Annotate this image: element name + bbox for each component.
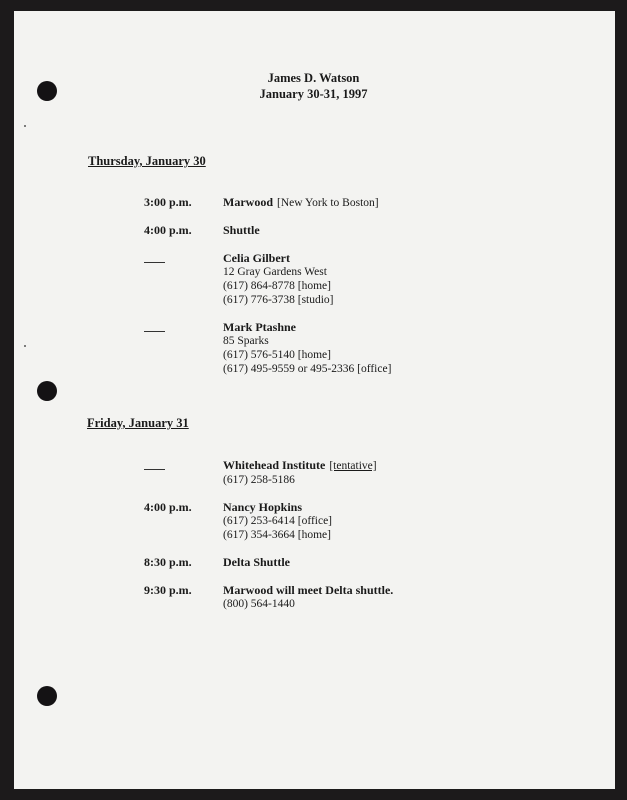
entry-details — [223, 500, 332, 542]
entry-name: Marwood — [223, 195, 273, 209]
entry-time: 3:00 p.m. — [144, 195, 192, 209]
entry-details — [223, 195, 379, 210]
entry-details — [223, 583, 393, 611]
entry-phone: (617) 354-3664 [home] — [223, 529, 331, 541]
header-dates: January 30-31, 1997 — [259, 87, 368, 101]
entry-name: Celia Gilbert — [223, 251, 290, 265]
entry-phone: (617) 258-5186 — [223, 474, 295, 486]
entry-name: Marwood will meet Delta shuttle. — [223, 583, 394, 597]
entry-details — [223, 223, 260, 238]
day-heading-friday: Friday, January 31 — [87, 416, 189, 430]
entry-details — [223, 555, 290, 570]
entry-details — [223, 320, 391, 376]
entry-name: Shuttle — [223, 223, 260, 237]
entry-time: 8:30 p.m. — [144, 555, 192, 569]
entry-note: [New York to Boston] — [277, 197, 379, 209]
time-blank-line — [144, 469, 165, 470]
entry-phone: (617) 576-5140 [home] — [223, 349, 331, 361]
header-name: James D. Watson — [267, 71, 360, 85]
entry-address: 85 Sparks — [223, 335, 269, 347]
entry-phone: (800) 564-1440 — [223, 598, 295, 610]
entry-time: 4:00 p.m. — [144, 500, 192, 514]
time-blank-line — [144, 262, 165, 263]
entry-address: 12 Gray Gardens West — [223, 266, 327, 278]
entry-name: Whitehead Institute — [223, 458, 326, 472]
entry-time: 4:00 p.m. — [144, 223, 192, 237]
document-header — [0, 70, 627, 102]
paper-speck — [24, 125, 26, 127]
entry-note: [tentative] — [329, 460, 377, 472]
entry-phone: (617) 253-6414 [office] — [223, 515, 333, 527]
document-page — [14, 11, 615, 789]
entry-phone: (617) 864-8778 [home] — [223, 280, 331, 292]
entry-name: Delta Shuttle — [223, 555, 290, 569]
entry-details — [223, 251, 334, 307]
day-heading-thursday: Thursday, January 30 — [88, 154, 206, 168]
entry-name: Mark Ptashne — [223, 320, 296, 334]
punch-hole-middle — [37, 381, 57, 401]
entry-phone: (617) 776-3738 [studio] — [223, 294, 334, 306]
entry-name: Nancy Hopkins — [223, 500, 303, 514]
time-blank-line — [144, 331, 165, 332]
paper-speck — [24, 345, 26, 347]
entry-phone: (617) 495-9559 or 495-2336 [office] — [223, 363, 392, 375]
entry-details — [223, 458, 377, 487]
entry-time: 9:30 p.m. — [144, 583, 192, 597]
punch-hole-bottom — [37, 686, 57, 706]
